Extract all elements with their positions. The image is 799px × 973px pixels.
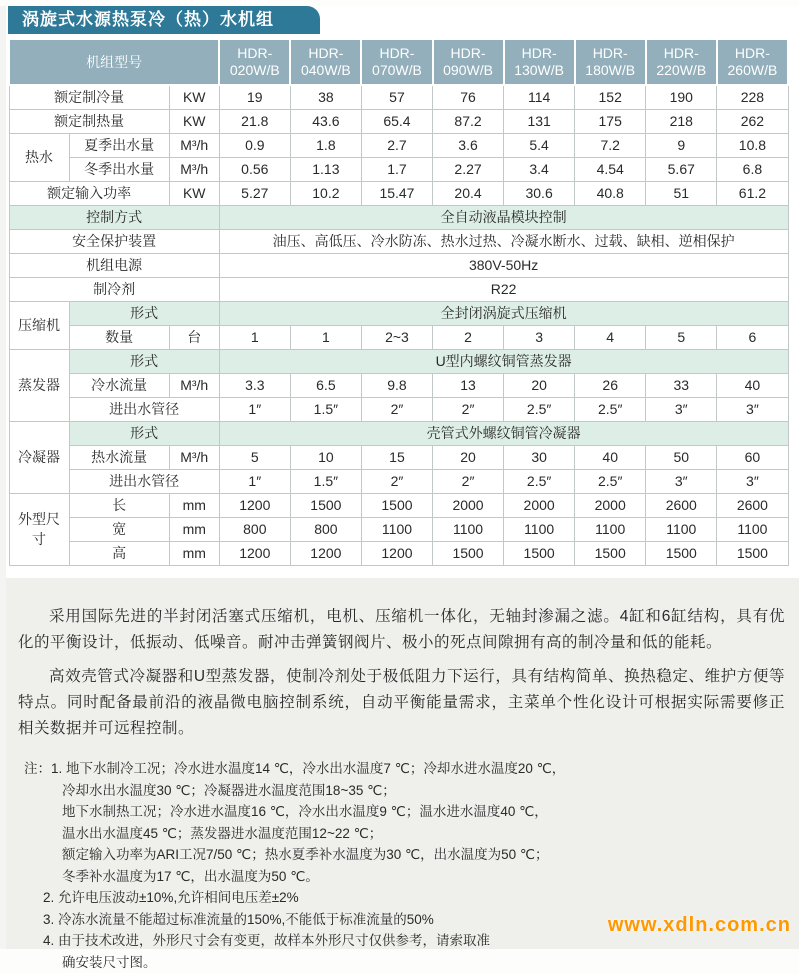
spec-value: 1100 (575, 517, 646, 541)
row-label: 热水流量 (69, 445, 169, 469)
model-header-label: 机组型号 (9, 39, 219, 85)
model-code: 040W/B (291, 62, 360, 79)
spec-value: 5.27 (219, 181, 290, 205)
spec-value: 20.4 (433, 181, 504, 205)
spec-value: 57 (361, 85, 432, 109)
spec-value: 2000 (575, 493, 646, 517)
spec-value: 2″ (361, 397, 432, 421)
model-name (646, 39, 717, 85)
spec-value: 30.6 (504, 181, 575, 205)
spec-value: 5 (646, 325, 717, 349)
row-label: 数量 (69, 325, 169, 349)
spec-value: 6.8 (717, 157, 788, 181)
group-label-hot-water: 热水 (9, 133, 69, 181)
spec-value: 10.2 (290, 181, 361, 205)
model-prefix: HDR- (291, 45, 360, 62)
model-prefix: HDR- (434, 45, 503, 62)
spec-value: 76 (433, 85, 504, 109)
spec-value: U型内螺纹铜管蒸发器 (219, 349, 788, 373)
spec-value: 1.13 (290, 157, 361, 181)
row-label: 高 (69, 541, 169, 565)
spec-value: 152 (575, 85, 646, 109)
spec-value: 26 (575, 373, 646, 397)
description-section (6, 578, 799, 949)
spec-value: 1.7 (361, 157, 432, 181)
row-unit: M³/h (169, 373, 219, 397)
model-name (361, 39, 432, 85)
spec-value: 1.5″ (290, 397, 361, 421)
spec-value: 87.2 (433, 109, 504, 133)
spec-value: 10 (290, 445, 361, 469)
row-unit: 台 (169, 325, 219, 349)
row-label: 形式 (69, 349, 219, 373)
spec-value: 2000 (504, 493, 575, 517)
model-prefix: HDR- (647, 45, 716, 62)
group-label-condenser: 冷凝器 (9, 421, 69, 493)
spec-value: 51 (646, 181, 717, 205)
spec-value: 10.8 (717, 133, 788, 157)
group-label-dimensions: 外型尺寸 (9, 493, 69, 565)
row-unit: M³/h (169, 133, 219, 157)
model-prefix: HDR- (576, 45, 645, 62)
spec-value: 壳管式外螺纹铜管冷凝器 (219, 421, 788, 445)
model-code: 020W/B (220, 62, 289, 79)
spec-value: 1100 (504, 517, 575, 541)
spec-value: 3.3 (219, 373, 290, 397)
row-evaporator-flow (9, 373, 788, 397)
spec-value: 3″ (717, 397, 788, 421)
spec-value: 油压、高低压、冷水防冻、热水过热、冷凝水断水、过载、缺相、逆相保护 (219, 229, 788, 253)
spec-value: 2000 (433, 493, 504, 517)
spec-value: 1200 (361, 541, 432, 565)
spec-value: 3 (504, 325, 575, 349)
model-name (504, 39, 575, 85)
spec-value: 全封闭涡旋式压缩机 (219, 301, 788, 325)
spec-value: 1 (219, 325, 290, 349)
row-label: 机组电源 (9, 253, 219, 277)
model-code: 180W/B (576, 62, 645, 79)
description-paragraph-2: 高效壳管式冷凝器和U型蒸发器，使制冷剂处于极低阻力下运行，具有结构简单、换热稳定、维护方便等特点。同时配备最前沿的液晶微电脑控制系统，自动平衡能量需求，主菜单个性化设计可根据实际需要修正相关数据并可远程控制。 (18, 664, 785, 742)
model-name (575, 39, 646, 85)
spec-value: 40 (717, 373, 788, 397)
spec-value: 2″ (433, 397, 504, 421)
row-label: 安全保护装置 (9, 229, 219, 253)
spec-value: 2.5″ (504, 469, 575, 493)
group-label-evaporator: 蒸发器 (9, 349, 69, 421)
spec-value: 1500 (361, 493, 432, 517)
spec-value: 1500 (290, 493, 361, 517)
spec-value: 3″ (717, 469, 788, 493)
row-label: 进出水管径 (69, 397, 219, 421)
row-unit: mm (169, 517, 219, 541)
note-line: 额定输入功率为ARI工况7/50 ℃；热水夏季补水温度为30 ℃，出水温度为50 ℃； (62, 844, 785, 866)
row-label: 冷水流量 (69, 373, 169, 397)
row-label: 进出水管径 (69, 469, 219, 493)
row-label: 形式 (69, 421, 219, 445)
row-condenser-flow (9, 445, 788, 469)
spec-value: 262 (717, 109, 788, 133)
row-label: 额定制热量 (9, 109, 169, 133)
spec-value: 4.54 (575, 157, 646, 181)
spec-value: 2~3 (361, 325, 432, 349)
row-condenser-type (9, 421, 788, 445)
row-label: 宽 (69, 517, 169, 541)
spec-value: 2.27 (433, 157, 504, 181)
spec-value: 9.8 (361, 373, 432, 397)
spec-value: 1500 (646, 541, 717, 565)
row-control-mode (9, 205, 788, 229)
model-name (219, 39, 290, 85)
spec-value: 0.9 (219, 133, 290, 157)
spec-value: 6 (717, 325, 788, 349)
spec-value: 3.6 (433, 133, 504, 157)
row-compressor-type (9, 301, 788, 325)
spec-value: 13 (433, 373, 504, 397)
note-line: 确安装尺寸图。 (62, 952, 785, 973)
row-input-power (9, 181, 788, 205)
row-unit: M³/h (169, 157, 219, 181)
spec-value: 2″ (361, 469, 432, 493)
row-height (9, 541, 788, 565)
spec-value: 21.8 (219, 109, 290, 133)
spec-value: 2600 (646, 493, 717, 517)
row-label: 冬季出水量 (69, 157, 169, 181)
row-unit: KW (169, 85, 219, 109)
spec-value: 1500 (717, 541, 788, 565)
spec-value: 131 (504, 109, 575, 133)
spec-value: 1.5″ (290, 469, 361, 493)
page-title: 涡旋式水源热泵冷（热）水机组 (8, 6, 320, 34)
row-label: 额定输入功率 (9, 181, 169, 205)
model-name (717, 39, 788, 85)
spec-table (8, 38, 789, 566)
spec-value: 40 (575, 445, 646, 469)
spec-value: 1″ (219, 397, 290, 421)
spec-value: 5 (219, 445, 290, 469)
spec-value: 40.8 (575, 181, 646, 205)
row-unit: M³/h (169, 445, 219, 469)
model-prefix: HDR- (220, 45, 289, 62)
spec-value: 65.4 (361, 109, 432, 133)
spec-value: 175 (575, 109, 646, 133)
note-line: 温水出水温度45 ℃；蒸发器进水温度范围12~22 ℃； (62, 823, 785, 845)
spec-value: 1200 (219, 493, 290, 517)
model-code: 220W/B (647, 62, 716, 79)
note-line: 4. 由于技术改进，外形尺寸会有变更，故样本外形尺寸仅供参考，请索取准 (43, 930, 785, 952)
spec-value: 19 (219, 85, 290, 109)
spec-value: 228 (717, 85, 788, 109)
row-label: 控制方式 (9, 205, 219, 229)
note-line: 地下水制热工况；冷水进水温度16 ℃，冷水出水温度9 ℃；温水进水温度40 ℃， (62, 801, 785, 823)
model-code: 090W/B (434, 62, 503, 79)
spec-value: 1100 (433, 517, 504, 541)
spec-value: 380V-50Hz (219, 253, 788, 277)
model-prefix: HDR- (362, 45, 431, 62)
spec-value: 2600 (717, 493, 788, 517)
spec-value: 3″ (646, 469, 717, 493)
spec-value: 1500 (575, 541, 646, 565)
spec-value: 1100 (646, 517, 717, 541)
row-label: 夏季出水量 (69, 133, 169, 157)
row-condenser-pipe (9, 469, 788, 493)
note-line: 2. 允许电压波动±10%,允许相间电压差±2% (43, 887, 785, 909)
note-line: 冬季补水温度为17 ℃，出水温度为50 ℃。 (62, 866, 785, 888)
spec-value: 2″ (433, 469, 504, 493)
spec-value: 1500 (433, 541, 504, 565)
spec-value: 1500 (504, 541, 575, 565)
table-header-row (9, 39, 788, 85)
group-label-compressor: 压缩机 (9, 301, 69, 349)
model-prefix: HDR- (718, 45, 787, 62)
row-evaporator-type (9, 349, 788, 373)
spec-sheet-page (0, 6, 799, 949)
spec-value: 20 (433, 445, 504, 469)
row-width (9, 517, 788, 541)
row-label: 额定制冷量 (9, 85, 169, 109)
row-length (9, 493, 788, 517)
spec-value: 1100 (717, 517, 788, 541)
row-winter-outflow (9, 157, 788, 181)
model-prefix: HDR- (505, 45, 574, 62)
row-label: 长 (69, 493, 169, 517)
model-code: 260W/B (718, 62, 787, 79)
spec-value: 20 (504, 373, 575, 397)
website-watermark: www.xdln.com.cn (608, 914, 791, 937)
spec-value: 1 (290, 325, 361, 349)
model-code: 070W/B (362, 62, 431, 79)
row-evaporator-pipe (9, 397, 788, 421)
spec-value: 43.6 (290, 109, 361, 133)
spec-value: 3″ (646, 397, 717, 421)
row-label: 形式 (69, 301, 219, 325)
spec-value: 800 (219, 517, 290, 541)
spec-value: 50 (646, 445, 717, 469)
model-name (433, 39, 504, 85)
spec-value: 33 (646, 373, 717, 397)
spec-value: 60 (717, 445, 788, 469)
spec-value: 1.8 (290, 133, 361, 157)
row-unit: KW (169, 109, 219, 133)
row-label: 制冷剂 (9, 277, 219, 301)
spec-value: 4 (575, 325, 646, 349)
model-code: 130W/B (505, 62, 574, 79)
spec-value: 2.5″ (575, 469, 646, 493)
note-line: 注：1. 地下水制冷工况；冷水进水温度14 ℃，冷水出水温度7 ℃；冷却水进水温度20 ℃， (24, 758, 785, 780)
spec-value: 0.56 (219, 157, 290, 181)
spec-value: R22 (219, 277, 788, 301)
spec-value: 2.7 (361, 133, 432, 157)
spec-value: 1″ (219, 469, 290, 493)
row-heating-capacity (9, 109, 788, 133)
row-cooling-capacity (9, 85, 788, 109)
spec-value: 1200 (219, 541, 290, 565)
row-safety-devices (9, 229, 788, 253)
spec-value: 38 (290, 85, 361, 109)
spec-value: 190 (646, 85, 717, 109)
model-name (290, 39, 361, 85)
spec-value: 1200 (290, 541, 361, 565)
spec-value: 9 (646, 133, 717, 157)
notes-block (18, 758, 785, 973)
spec-value: 7.2 (575, 133, 646, 157)
spec-value: 218 (646, 109, 717, 133)
spec-value: 5.4 (504, 133, 575, 157)
row-unit: mm (169, 541, 219, 565)
row-power-supply (9, 253, 788, 277)
spec-value: 15 (361, 445, 432, 469)
row-refrigerant (9, 277, 788, 301)
row-compressor-qty (9, 325, 788, 349)
note-line: 3. 冷冻水流量不能超过标准流量的150%,不能低于标准流量的50% (43, 909, 785, 931)
spec-value: 1100 (361, 517, 432, 541)
spec-value: 30 (504, 445, 575, 469)
spec-value: 800 (290, 517, 361, 541)
spec-value: 6.5 (290, 373, 361, 397)
spec-value: 15.47 (361, 181, 432, 205)
spec-value: 2 (433, 325, 504, 349)
spec-value: 2.5″ (575, 397, 646, 421)
row-summer-outflow (9, 133, 788, 157)
spec-value: 114 (504, 85, 575, 109)
spec-value: 全自动液晶模块控制 (219, 205, 788, 229)
description-paragraph-1: 采用国际先进的半封闭活塞式压缩机，电机、压缩机一体化，无轴封渗漏之滤。4缸和6缸结构，具有优化的平衡设计，低振动、低噪音。耐冲击弹簧钢阀片、极小的死点间隙拥有高的制冷量和低的能耗。 (18, 604, 785, 656)
row-unit: mm (169, 493, 219, 517)
row-unit: KW (169, 181, 219, 205)
note-line: 冷却水出水温度30 ℃；冷凝器进水温度范围18~35 ℃； (62, 780, 785, 802)
spec-value: 2.5″ (504, 397, 575, 421)
spec-value: 5.67 (646, 157, 717, 181)
spec-value: 3.4 (504, 157, 575, 181)
spec-value: 61.2 (717, 181, 788, 205)
